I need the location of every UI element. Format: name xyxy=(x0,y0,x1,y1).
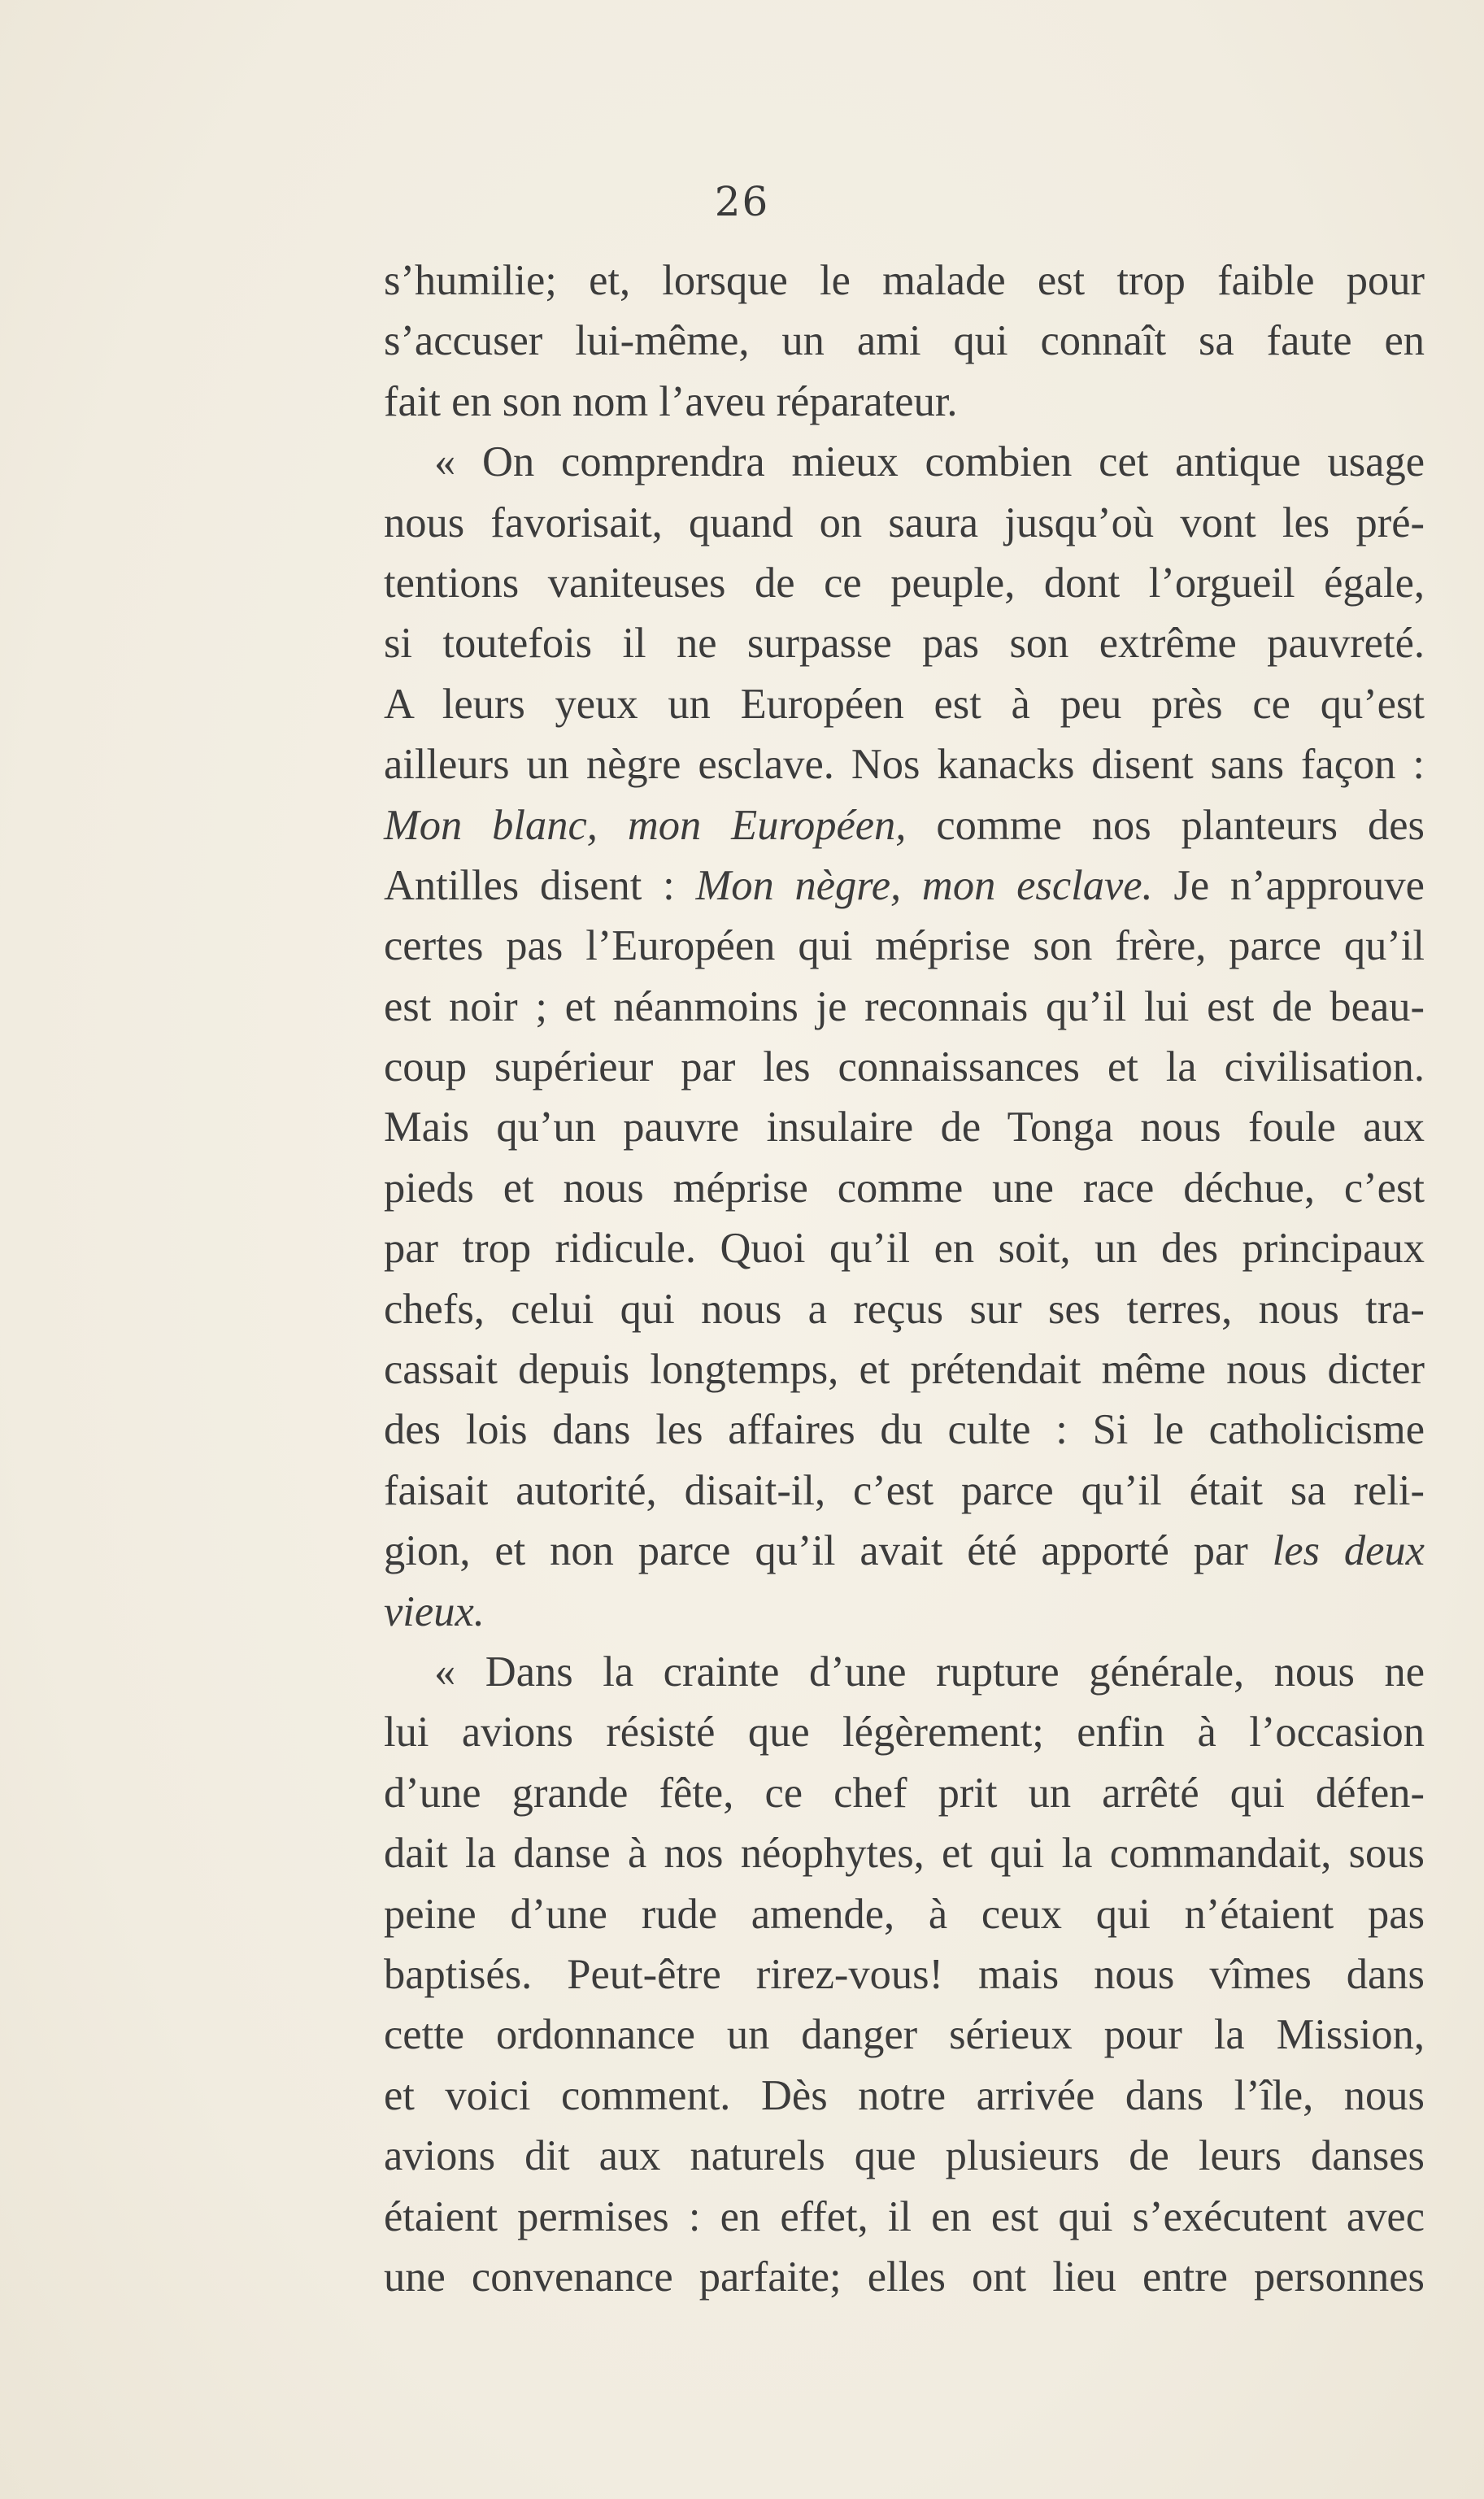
text-line xyxy=(384,1037,1425,1097)
text-segment: « Dans la crainte d’une rupture générale, nous ne xyxy=(434,1648,1425,1696)
text-segment: « On comprendra mieux combien cet antique usage xyxy=(434,438,1425,486)
text-segment: par trop ridicule. Quoi qu’il en soit, un des principaux xyxy=(384,1225,1425,1273)
text-line xyxy=(384,977,1425,1037)
text-line xyxy=(384,674,1425,734)
text-line xyxy=(384,2066,1425,2126)
text-segment: Mais qu’un pauvre insulaire de Tonga nous foule aux xyxy=(384,1104,1425,1152)
body-text xyxy=(384,250,1425,2307)
text-segment: faisait autorité, disait-il, c’est parce qu’il était sa reli- xyxy=(384,1466,1425,1514)
text-segment: coup supérieur par les connaissances et la civilisation. xyxy=(384,1043,1425,1091)
text-line xyxy=(384,250,1425,311)
text-segment: certes pas l’Européen qui méprise son frère, parce qu’il xyxy=(384,922,1425,970)
text-line xyxy=(384,2247,1425,2307)
text-segment: lui avions résisté que légèrement; enfin à l’occasion xyxy=(384,1709,1425,1757)
text-segment: cassait depuis longtemps, et prétendait même nous dicter xyxy=(384,1346,1425,1394)
text-line xyxy=(384,1279,1425,1339)
text-segment: une convenance parfaite; elles ont lieu entre personnes xyxy=(384,2253,1425,2301)
text-line xyxy=(384,613,1425,673)
text-segment: cette ordonnance un danger sérieux pour la Mission, xyxy=(384,2011,1425,2059)
text-line xyxy=(384,2005,1425,2065)
text-line xyxy=(384,1702,1425,1762)
text-segment: comme nos planteurs des xyxy=(906,801,1425,849)
text-line xyxy=(384,916,1425,976)
page-number: 26 xyxy=(714,178,770,225)
text-line xyxy=(384,2126,1425,2186)
text-line xyxy=(384,493,1425,553)
text-line xyxy=(384,1944,1425,2005)
text-line xyxy=(384,855,1425,916)
text-line xyxy=(384,2187,1425,2247)
text-segment: s’accuser lui-même, un ami qui connaît sa faute en xyxy=(384,317,1425,365)
text-segment: d’une grande fête, ce chef prit un arrêté qui défen- xyxy=(384,1769,1425,1817)
text-segment: étaient permises : en effet, il en est qui s’exécutent avec xyxy=(384,2192,1425,2240)
text-line xyxy=(384,1461,1425,1521)
text-segment: baptisés. Peut-être rirez-vous! mais nous vîmes dans xyxy=(384,1950,1425,1998)
italic-text: vieux. xyxy=(384,1587,485,1635)
text-line xyxy=(384,1763,1425,1823)
text-line xyxy=(384,372,1425,432)
text-segment: ailleurs un nègre esclave. Nos kanacks disent sans façon : xyxy=(384,741,1425,789)
text-line xyxy=(384,1521,1425,1581)
text-segment: pieds et nous méprise comme une race déchue, c’est xyxy=(384,1164,1425,1212)
text-line xyxy=(384,1339,1425,1400)
text-segment: Je n’approuve xyxy=(1152,861,1425,909)
text-segment: gion, et non parce qu’il avait été apporté par xyxy=(384,1527,1273,1575)
text-segment: nous favorisait, quand on saura jusqu’où vont les pré- xyxy=(384,498,1425,546)
text-line xyxy=(384,1218,1425,1278)
text-line xyxy=(384,1884,1425,1944)
text-line xyxy=(384,1582,1425,1642)
text-line xyxy=(384,1097,1425,1157)
text-segment: chefs, celui qui nous a reçus sur ses terres, nous tra- xyxy=(384,1285,1425,1333)
text-line xyxy=(384,432,1425,492)
text-line xyxy=(384,734,1425,795)
text-segment: est noir ; et néanmoins je reconnais qu’il lui est de beau- xyxy=(384,982,1425,1030)
text-segment: peine d’une rude amende, à ceux qui n’étaient pas xyxy=(384,1890,1425,1938)
text-segment: s’humilie; et, lorsque le malade est trop faible pour xyxy=(384,257,1425,304)
italic-text: Mon nègre, mon esclave. xyxy=(695,861,1153,909)
text-line xyxy=(384,553,1425,613)
text-segment: des lois dans les affaires du culte : Si le catholicisme xyxy=(384,1406,1425,1454)
text-segment: et voici comment. Dès notre arrivée dans l’île, nous xyxy=(384,2071,1425,2119)
text-segment: avions dit aux naturels que plusieurs de leurs danses xyxy=(384,2132,1425,2180)
text-line xyxy=(384,1158,1425,1218)
text-segment: si toutefois il ne surpasse pas son extrême pauvreté. xyxy=(384,620,1425,668)
text-segment: dait la danse à nos néophytes, et qui la commandait, sous xyxy=(384,1830,1425,1878)
text-line xyxy=(384,1823,1425,1883)
text-segment: fait en son nom l’aveu réparateur. xyxy=(384,377,958,425)
text-segment: tentions vaniteuses de ce peuple, dont l’orgueil égale, xyxy=(384,559,1425,607)
text-line xyxy=(384,311,1425,371)
text-segment: Antilles disent : xyxy=(384,861,696,909)
italic-text: les deux xyxy=(1272,1527,1425,1575)
text-line xyxy=(384,1400,1425,1460)
italic-text: Mon blanc, mon Européen, xyxy=(384,801,907,849)
text-segment: A leurs yeux un Européen est à peu près ce qu’est xyxy=(384,680,1425,728)
text-line xyxy=(384,795,1425,855)
text-line xyxy=(384,1642,1425,1702)
